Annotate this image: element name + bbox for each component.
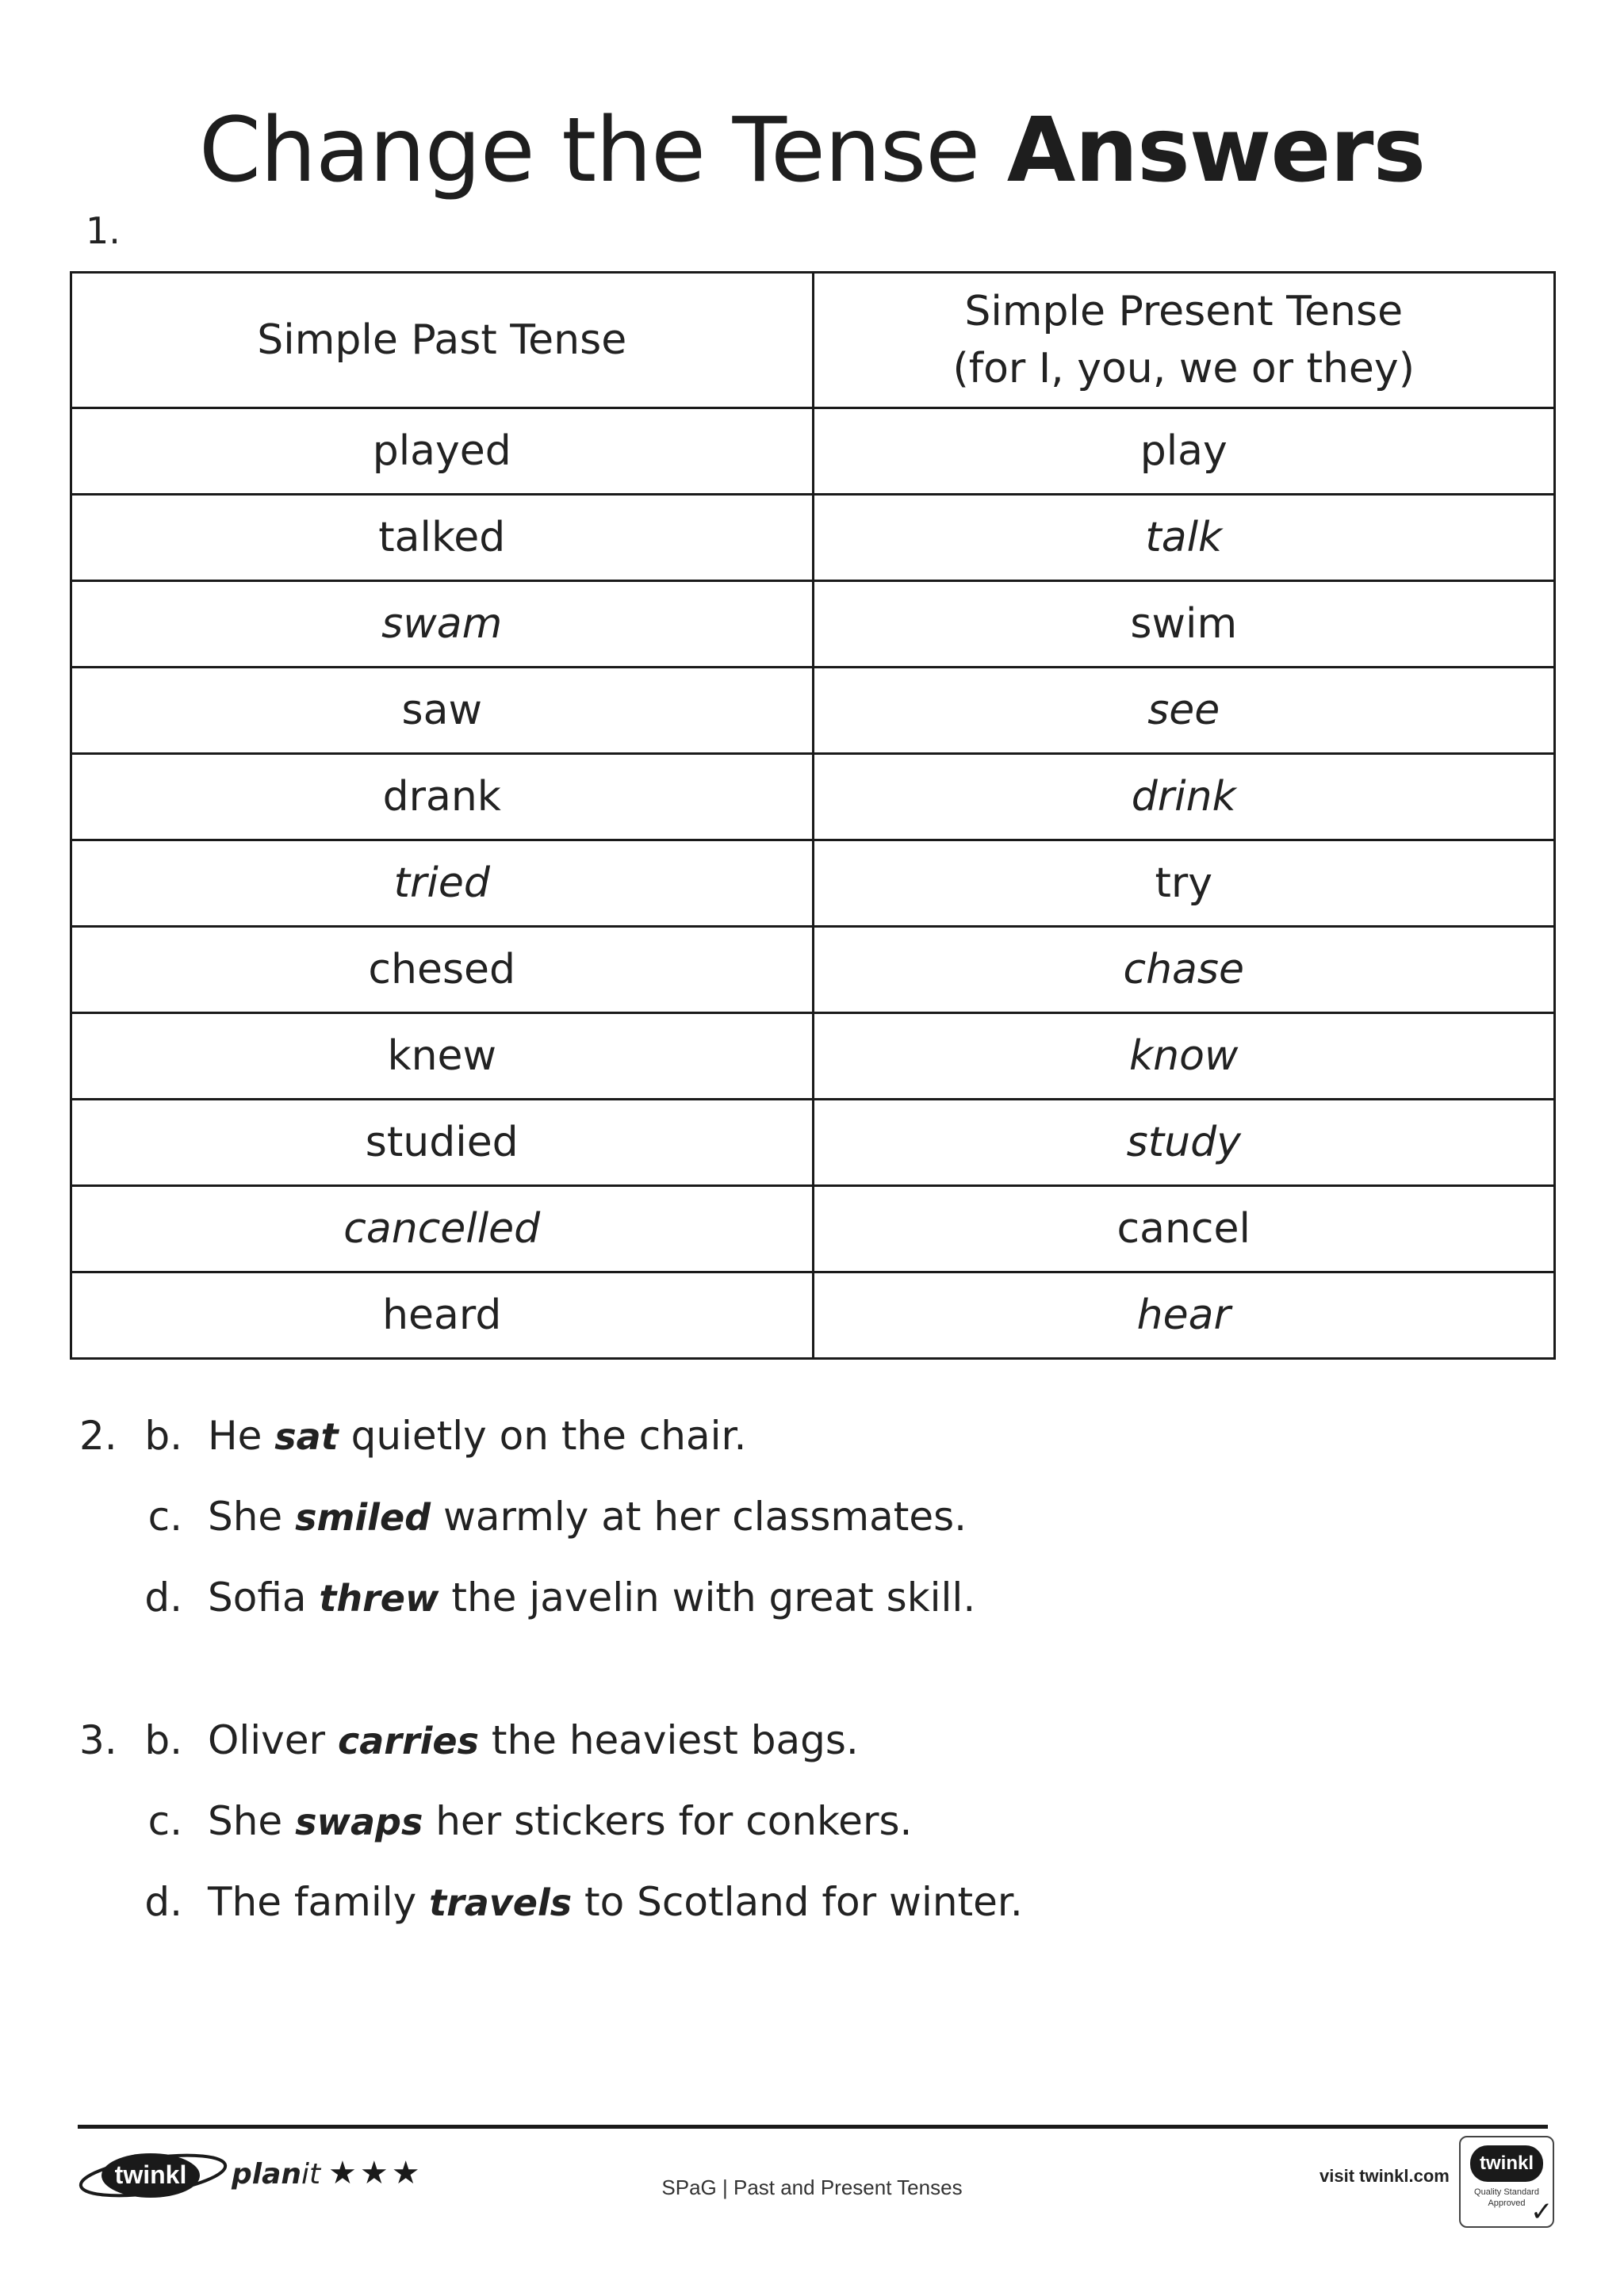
cell-past-tense: knew [71, 1013, 814, 1100]
cell-past-tense: tried [71, 840, 814, 927]
answer-word: carries [337, 1720, 479, 1762]
quality-standard-badge [1459, 2136, 1554, 2228]
table-row [71, 1013, 1555, 1100]
cell-past-tense: heard [71, 1272, 814, 1359]
answer-word: threw [319, 1577, 439, 1620]
answer-word: swaps [295, 1800, 423, 1843]
check-icon: ✓ [1530, 2196, 1553, 2228]
cell-past-tense: saw [71, 668, 814, 754]
cell-present-tense: talk [813, 495, 1555, 581]
footer-website-link[interactable]: visit twinkl.com [1320, 2166, 1450, 2186]
q3-item-text: The family travels to Scotland for winter. [208, 1879, 1023, 1925]
q2-item-text: He sat quietly on the chair. [208, 1413, 747, 1459]
page-title: Change the Tense Answers [198, 99, 1426, 202]
badge-logo: twinkl [1470, 2145, 1543, 2182]
cell-past-tense: chesed [71, 927, 814, 1013]
table-header-row [71, 273, 1555, 408]
table-row [71, 927, 1555, 1013]
cell-present-tense: hear [813, 1272, 1555, 1359]
table-row [71, 1100, 1555, 1186]
q3-item-letter: c. [147, 1798, 182, 1844]
cell-present-tense: study [813, 1100, 1555, 1186]
q3-item-text: Oliver carries the heaviest bags. [208, 1717, 859, 1763]
cell-present-tense: see [813, 668, 1555, 754]
cell-past-tense: played [71, 408, 814, 495]
tense-table-body [71, 408, 1555, 1359]
q2-item-text: She smiled warmly at her classmates. [208, 1494, 967, 1540]
table-row [71, 1186, 1555, 1272]
cell-past-tense: cancelled [71, 1186, 814, 1272]
table-row [71, 754, 1555, 840]
cell-present-tense: chase [813, 927, 1555, 1013]
twinkl-logo-text: twinkl [114, 2160, 187, 2189]
q2-item-letter: d. [144, 1575, 182, 1621]
question-1-number: 1. [86, 209, 121, 252]
planit-brand: planit [232, 2158, 321, 2191]
table-row [71, 495, 1555, 581]
q3-item-text: She swaps her stickers for conkers. [208, 1798, 913, 1844]
table-row [71, 1272, 1555, 1359]
q3-item-letter: d. [144, 1879, 182, 1925]
cell-present-tense: cancel [813, 1186, 1555, 1272]
badge-caption: Quality Standard Approved [1474, 2187, 1539, 2208]
footer-subject: SPaG | Past and Present Tenses [661, 2175, 963, 2199]
answer-word: sat [274, 1415, 339, 1458]
cell-past-tense: swam [71, 581, 814, 668]
q2-item-letter: c. [147, 1494, 182, 1540]
cell-present-tense: play [813, 408, 1555, 495]
cell-present-tense: swim [813, 581, 1555, 668]
question-3-number: 3. [79, 1717, 117, 1763]
header-simple-present: Simple Present Tense (for I, you, we or they) [813, 273, 1555, 408]
footer-divider [78, 2125, 1548, 2129]
cell-past-tense: talked [71, 495, 814, 581]
cell-past-tense: drank [71, 754, 814, 840]
table-row [71, 840, 1555, 927]
q2-item-text: Sofia threw the javelin with great skill. [208, 1575, 976, 1621]
answer-word: travels [429, 1881, 573, 1924]
header-simple-past: Simple Past Tense [71, 273, 814, 408]
table-row [71, 668, 1555, 754]
q3-item-letter: b. [144, 1717, 182, 1763]
table-row [71, 408, 1555, 495]
cell-present-tense: drink [813, 754, 1555, 840]
cell-present-tense: try [813, 840, 1555, 927]
q2-item-letter: b. [144, 1413, 182, 1459]
cell-present-tense: know [813, 1013, 1555, 1100]
table-row [71, 581, 1555, 668]
rating-stars: ★★★ [328, 2155, 423, 2191]
tense-table [70, 271, 1556, 1360]
cell-past-tense: studied [71, 1100, 814, 1186]
question-2-number: 2. [79, 1413, 117, 1459]
answer-word: smiled [295, 1496, 431, 1539]
